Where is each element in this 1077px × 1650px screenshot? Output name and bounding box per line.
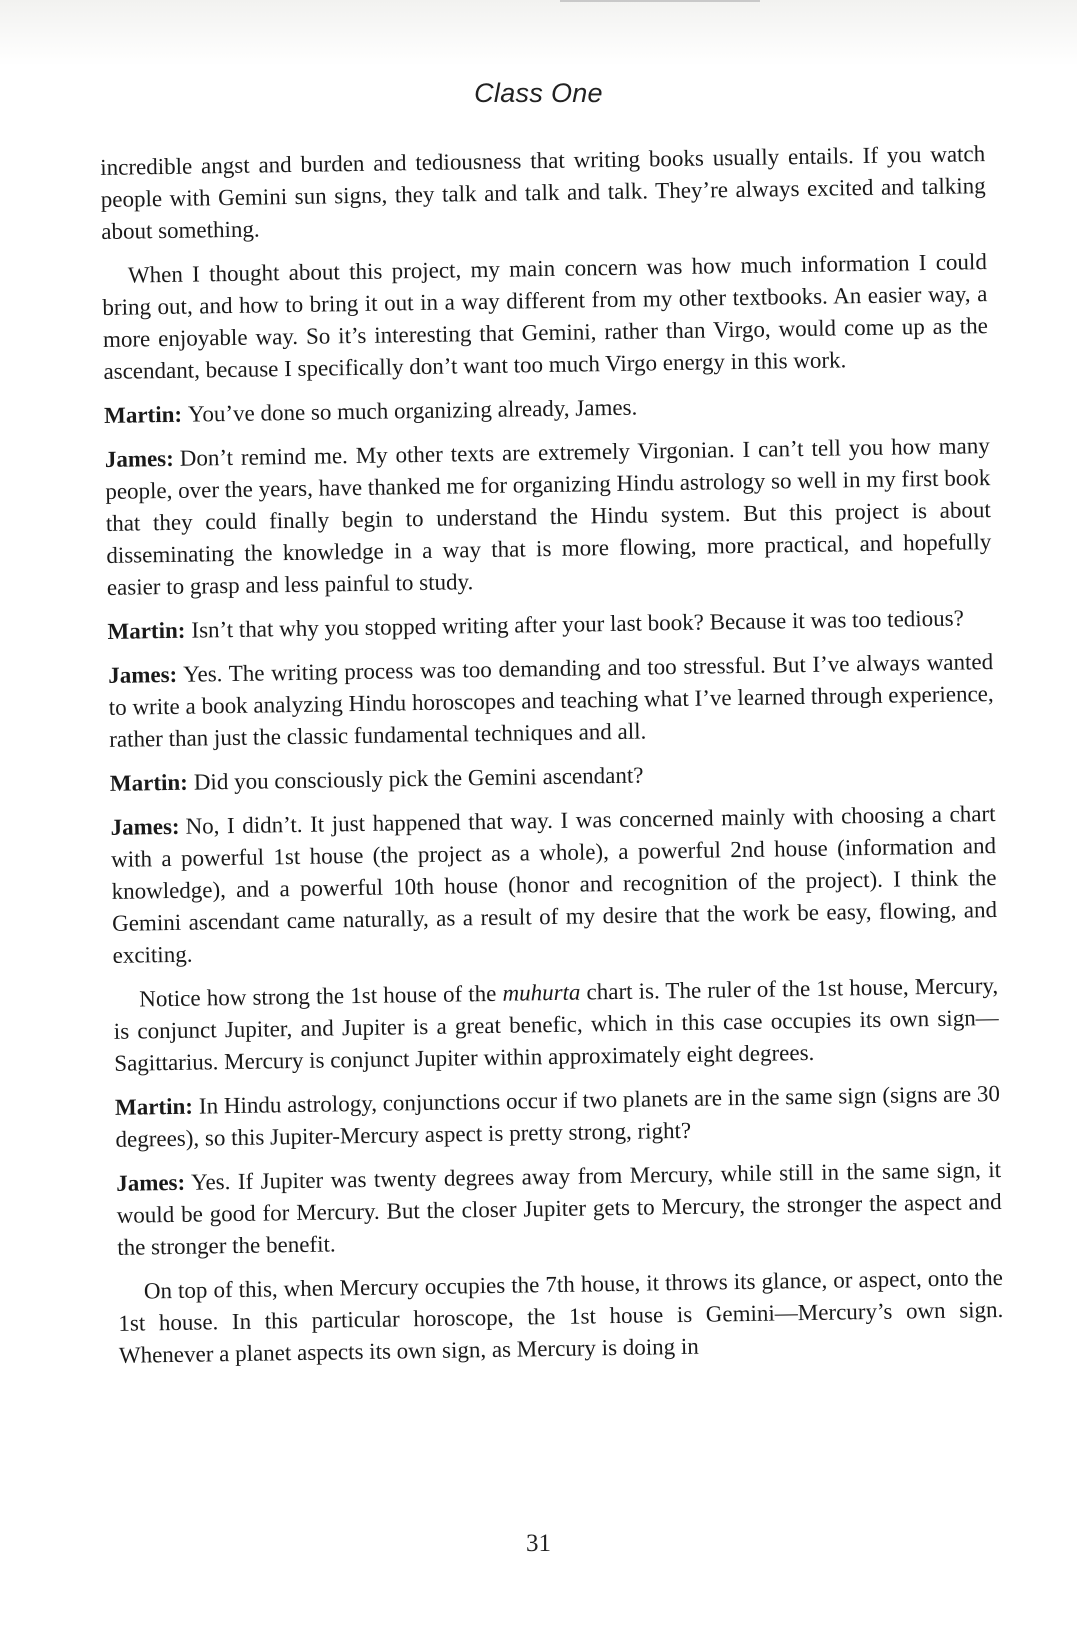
dialogue-paragraph bbox=[105, 430, 992, 604]
dialogue-text: No, I didn’t. It just happened that way. I was concerned mainly with choosing a chart with a powerful 1st house (the project as a whole), a powerful 2nd house (information and knowledge), and a powerful 10th house (honor and recognition of the project). I think the Gemini ascendant came naturally, as a result of my desire that the work be easy, flowing, and exciting. bbox=[110, 801, 998, 968]
speaker-label: Martin: bbox=[114, 1093, 194, 1120]
speaker-label: James: bbox=[104, 445, 175, 472]
paragraph-text: When I thought about this project, my main concern was how much information I could bring out, and how to bring it out in a way different from my other textbooks. An easier way, a more enjoyable way. So it’s interesting that Gemini, rather than Virgo, would come up as the ascendant, because I specifically don’t want too much Virgo energy in this work. bbox=[102, 249, 989, 384]
speaker-label: James: bbox=[108, 661, 178, 688]
dialogue-paragraph bbox=[116, 1154, 1002, 1264]
dialogue-text: Isn’t that why you stopped writing after your last book? Because it was too tedious? bbox=[191, 605, 965, 643]
speaker-label: James: bbox=[110, 813, 180, 840]
paragraph-continued bbox=[100, 138, 986, 248]
dialogue-paragraph bbox=[115, 1078, 1001, 1156]
speaker-label: James: bbox=[116, 1169, 186, 1196]
speaker-label: Martin: bbox=[109, 769, 189, 796]
paragraph bbox=[118, 1262, 1004, 1372]
page-number: 31 bbox=[526, 1530, 551, 1557]
dialogue-text: Yes. The writing process was too demanding and too stressful. But I’ve always wanted to write a book analyzing Hindu horoscopes and teaching what I’ve learned through experience, rather than just the classic fundamental techniques and all. bbox=[108, 649, 994, 752]
page-body bbox=[100, 138, 1004, 1384]
paragraph-text: incredible angst and burden and tediousness that writing books usually entails. If you watch people with Gemini sun signs, they talk and talk and talk. They’re always excited and talking about something. bbox=[100, 141, 986, 244]
dialogue-text: Don’t remind me. My other texts are extremely Virgonian. I can’t tell you how many people, over the years, have thanked me for organizing Hindu astrology so well in my first book that they could finally begin to understand the Hindu system. But this project is about disseminating the knowledge in a way that is more flowing, more practical, and hopefully easier to grasp and less painful to study. bbox=[105, 433, 992, 600]
dialogue-text: Did you consciously pick the Gemini ascendant? bbox=[193, 762, 644, 795]
paragraph bbox=[102, 246, 989, 388]
speaker-label: Martin: bbox=[107, 617, 186, 644]
paragraph-text-before: Notice how strong the 1st house of the bbox=[139, 980, 503, 1012]
dialogue-text: In Hindu astrology, conjunctions occur if two planets are in the same sign (signs are 30 degrees), so this Jupiter-Mercury aspect is pretty strong, right? bbox=[115, 1080, 1001, 1152]
dialogue-paragraph bbox=[110, 798, 997, 972]
running-header: Class One bbox=[474, 78, 603, 108]
speaker-label: Martin: bbox=[103, 401, 183, 428]
paragraph-text-after: chart is. The ruler of the 1st house, Mercury, is conjunct Jupiter, and Jupiter is a great benefic, which in this case occupies its own sign—Sagittarius. Mercury is conjunct Jupiter within approximately eight degrees. bbox=[113, 972, 999, 1076]
dialogue-text: You’ve done so much organizing already, James. bbox=[187, 394, 638, 427]
dialogue-paragraph bbox=[108, 646, 994, 756]
dialogue-paragraph bbox=[107, 602, 992, 648]
dialogue-text: Yes. If Jupiter was twenty degrees away from Mercury, while still in the same sign, it would be good for Mercury. But the closer Jupiter gets to Mercury, the stronger the aspect and the stronger the benefit. bbox=[116, 1156, 1002, 1260]
italic-term: muhurta bbox=[502, 979, 581, 1006]
paragraph bbox=[113, 970, 999, 1080]
dialogue-paragraph bbox=[110, 754, 995, 800]
dialogue-paragraph bbox=[104, 386, 989, 432]
scan-edge-mark bbox=[560, 0, 760, 2]
paragraph-text: On top of this, when Mercury occupies the 7th house, it throws its glance, or aspect, onto the 1st house. In this particular horoscope, the 1st house is Gemini—Mercury’s own sign. Whenever a planet aspects its own sign, as Mercury is doing in bbox=[118, 1264, 1004, 1368]
